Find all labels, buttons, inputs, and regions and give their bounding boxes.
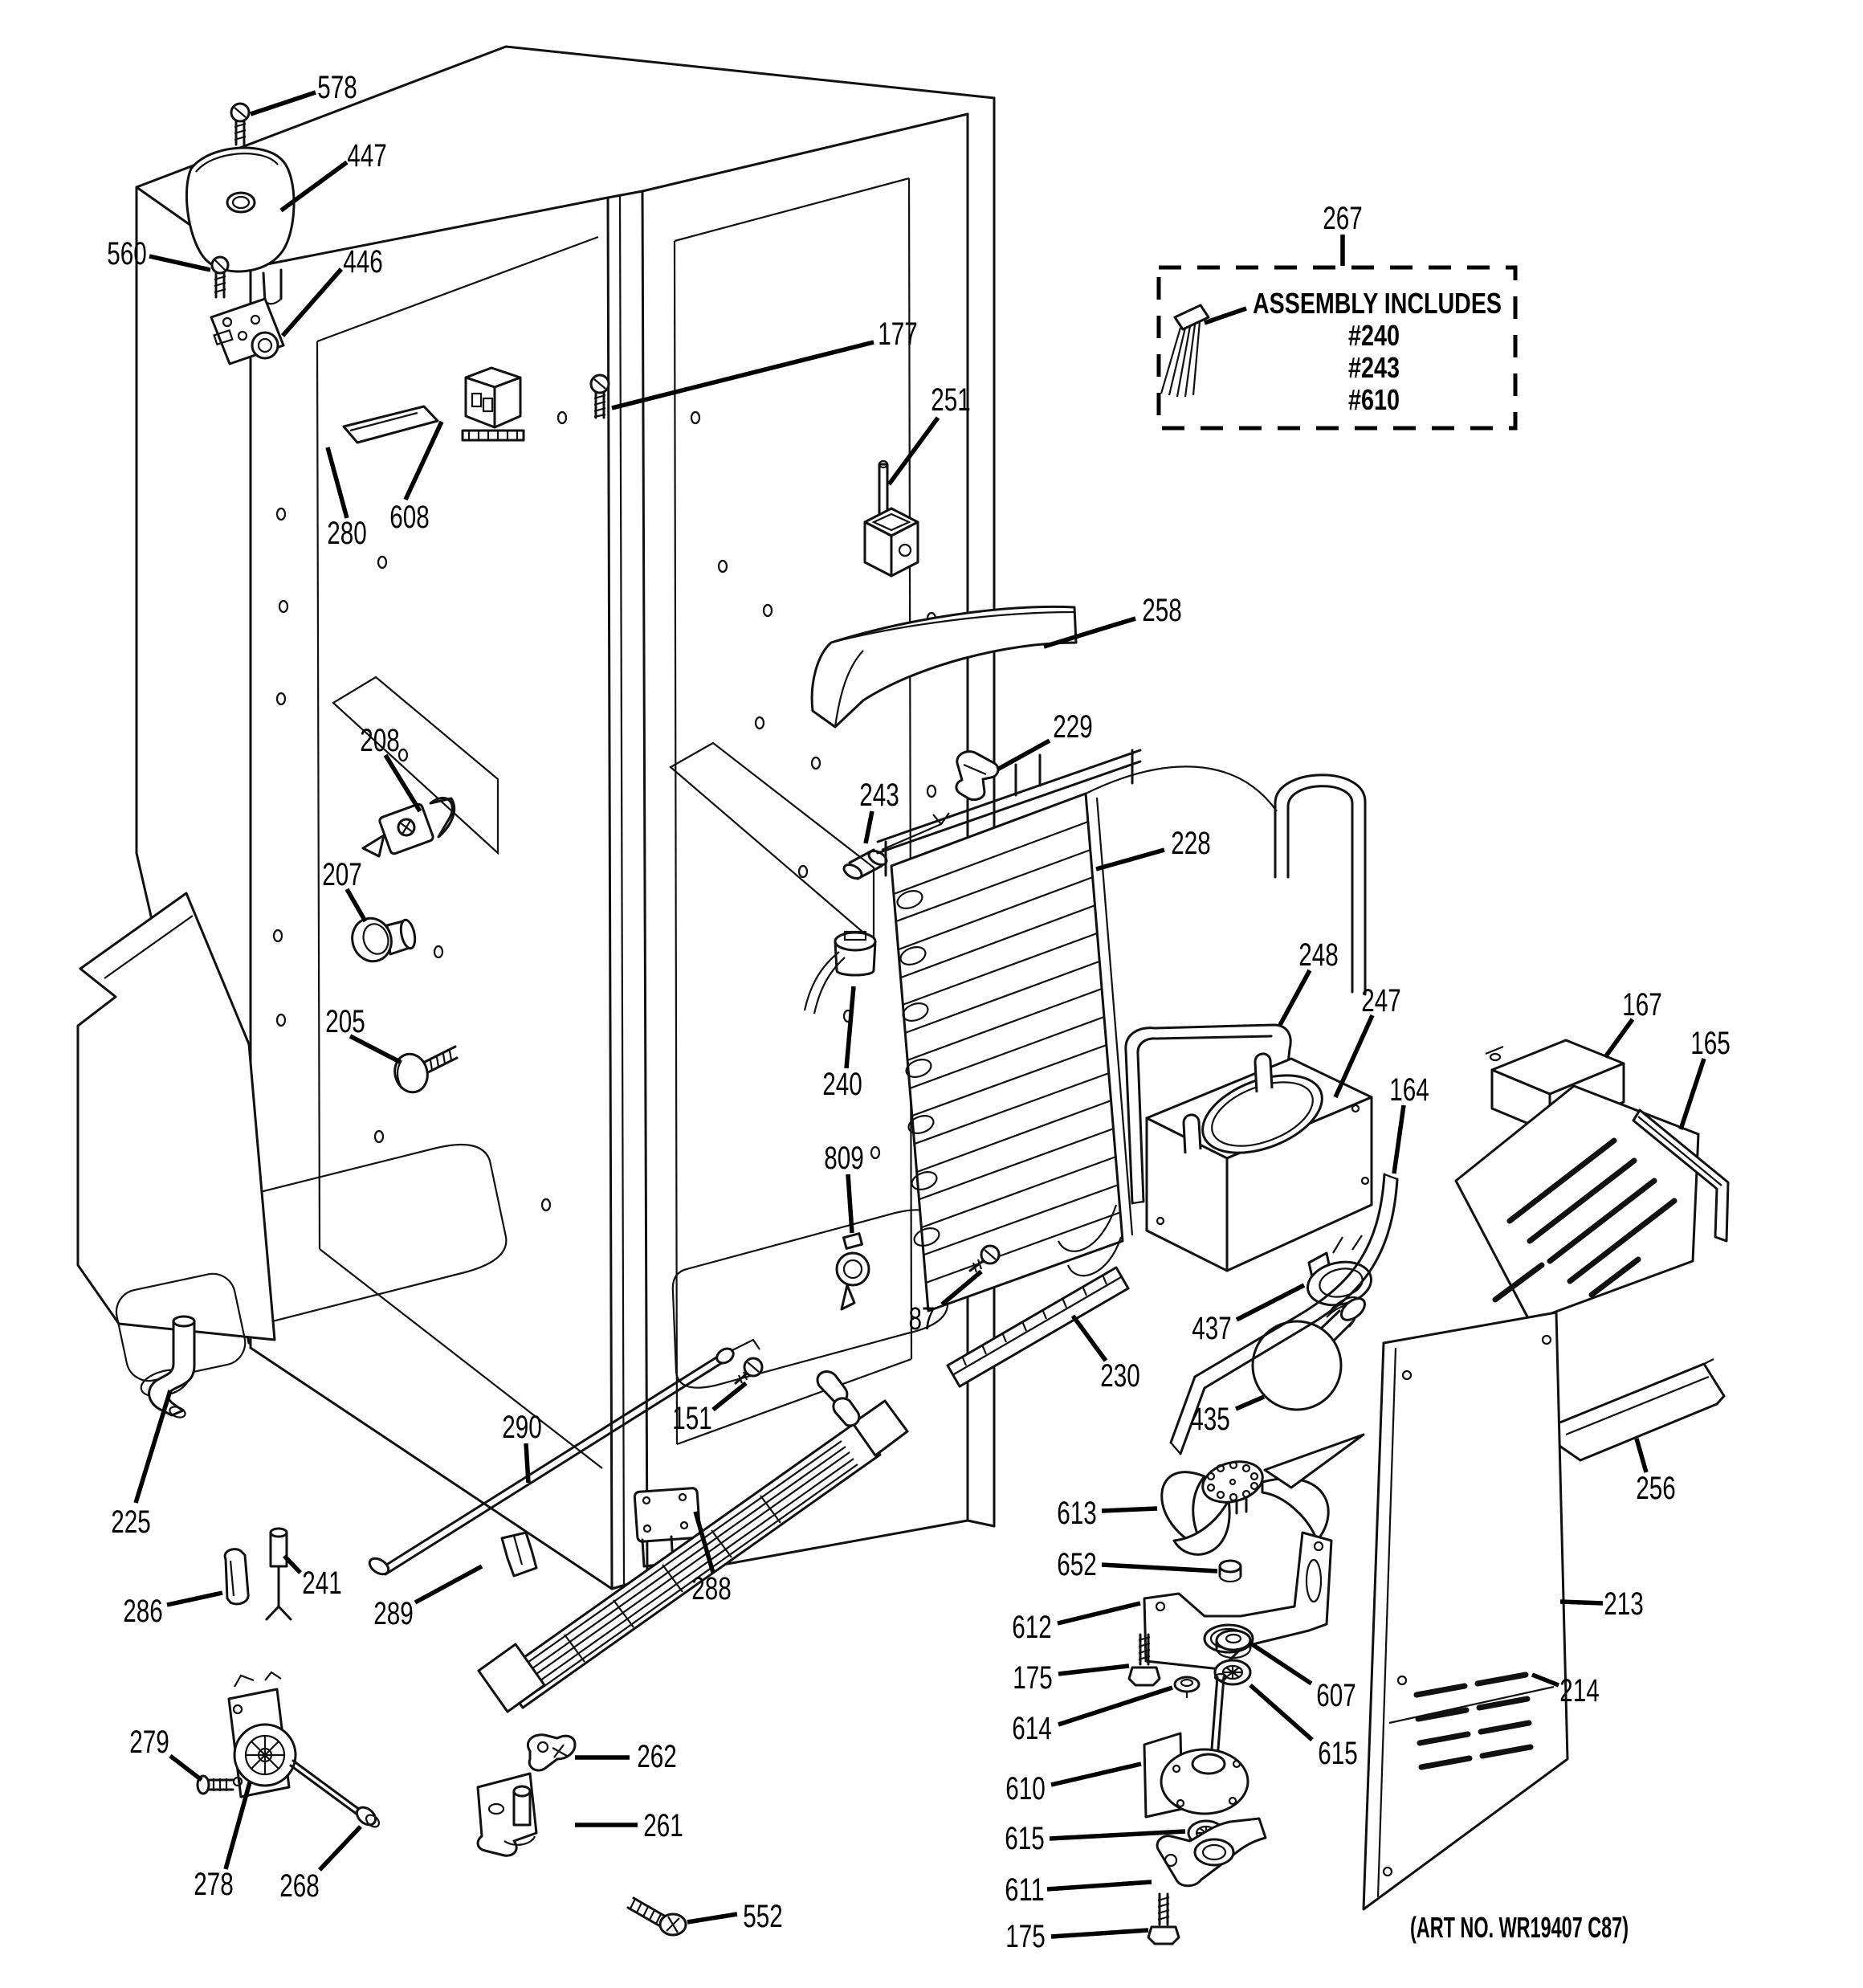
leader-line — [526, 1443, 528, 1483]
part-number-label: 229 — [1053, 709, 1093, 745]
leader-line — [1394, 1105, 1404, 1174]
part-number-label: 608 — [389, 500, 430, 535]
leader-line — [1236, 1397, 1264, 1409]
part-number-label: 578 — [317, 70, 357, 105]
part-number-label: 256 — [1636, 1471, 1676, 1506]
leader-line — [1051, 1930, 1148, 1937]
fastener-208 — [363, 798, 455, 856]
leader-line — [1096, 850, 1164, 869]
screw-177 — [591, 375, 609, 418]
part-number-label: 164 — [1389, 1072, 1429, 1108]
leader-line — [415, 1566, 482, 1602]
part-number-label: 610 — [1005, 1771, 1046, 1806]
part-number-label: 208 — [360, 723, 400, 758]
part-number-label: 167 — [1622, 987, 1662, 1023]
part-number-label: 225 — [111, 1504, 151, 1540]
part-number-label: 151 — [672, 1401, 712, 1436]
leader-line — [889, 418, 938, 484]
part-number-label: 165 — [1690, 1026, 1731, 1061]
leader-line — [385, 755, 420, 811]
part-number-label: 652 — [1057, 1547, 1097, 1582]
part-number-label: 258 — [1142, 593, 1182, 628]
part-number-label: 447 — [347, 138, 387, 173]
part-number-label: 207 — [322, 857, 362, 892]
auger-motor-278 — [229, 1672, 296, 1797]
part-number-label: 243 — [859, 778, 899, 813]
screw-552 — [628, 1898, 686, 1935]
leader-line — [1280, 970, 1310, 1025]
leader-line — [1237, 1285, 1304, 1320]
part-number-label: 615 — [1005, 1821, 1045, 1856]
part-number-label: 435 — [1190, 1402, 1230, 1437]
leader-line — [406, 422, 442, 500]
leader-line — [612, 342, 874, 408]
clip-229 — [956, 752, 998, 800]
leader-line — [846, 986, 854, 1068]
part-number-label: 614 — [1012, 1711, 1052, 1746]
leader-line — [1102, 1565, 1217, 1571]
part-number-label: 552 — [743, 1899, 783, 1934]
part-number-label: 262 — [637, 1739, 677, 1774]
screw-151 — [736, 1358, 762, 1383]
leader-line — [1073, 1316, 1106, 1361]
screw-578 — [231, 104, 249, 145]
motor-610 — [1144, 1674, 1248, 1817]
leader-line — [1047, 1882, 1152, 1889]
leader-line — [1560, 1602, 1603, 1603]
assembly-note-item: #240 — [1348, 319, 1400, 352]
leader-line — [713, 1383, 746, 1410]
part-number-label: 278 — [194, 1867, 234, 1902]
leader-line — [136, 1390, 170, 1503]
clip-289 — [502, 1533, 536, 1576]
panel-213 — [1364, 1312, 1567, 1909]
leader-line — [350, 1036, 400, 1062]
grommet-614 — [1175, 1677, 1199, 1698]
part-number-label: 175 — [1013, 1660, 1053, 1696]
leader-line — [170, 1756, 202, 1780]
leader-line — [1250, 1685, 1312, 1740]
part-number-label: 437 — [1192, 1311, 1232, 1346]
pin-241 — [267, 1529, 291, 1619]
part-number-label: 446 — [343, 244, 383, 280]
part-number-label: 560 — [107, 236, 147, 271]
part-number-label: 261 — [643, 1808, 683, 1843]
leader-line — [997, 741, 1050, 769]
assembly-note-box — [1159, 267, 1515, 428]
part-number-label: 87 — [908, 1301, 936, 1337]
part-number-label: 612 — [1012, 1610, 1052, 1645]
leader-line — [149, 256, 210, 270]
bolt-175-lower — [1148, 1894, 1179, 1944]
assembly-note-item: #610 — [1348, 383, 1400, 416]
plug-207 — [347, 913, 418, 966]
shaft-268 — [291, 1761, 381, 1829]
leader-line — [320, 1827, 361, 1870]
part-number-label: 290 — [502, 1410, 542, 1445]
leader-line — [1681, 1059, 1704, 1129]
leader-line — [283, 269, 341, 336]
part-number-label: 809 — [824, 1141, 864, 1176]
art-number: (ART NO. WR19407 C87) — [1410, 1911, 1629, 1944]
leader-line — [347, 889, 365, 921]
part-number-label: 241 — [302, 1565, 342, 1601]
cover-447 — [186, 148, 294, 304]
leader-line — [1637, 1439, 1646, 1472]
part-number-label: 280 — [327, 516, 367, 551]
leader-line — [1605, 1019, 1633, 1057]
part-number-label: 240 — [822, 1067, 862, 1102]
part-number-label: 214 — [1559, 1673, 1600, 1708]
part-number-label: 247 — [1361, 983, 1401, 1018]
leader-line — [687, 1914, 737, 1922]
leader-line — [328, 447, 347, 518]
leader-line — [1102, 1508, 1157, 1511]
leader-line — [1051, 1764, 1141, 1785]
part-number-label: 607 — [1316, 1678, 1356, 1713]
part-number-label: 267 — [1323, 201, 1363, 236]
part-number-label: 615 — [1318, 1736, 1358, 1771]
leader-line — [1058, 1688, 1172, 1725]
screw-560 — [212, 257, 228, 297]
grommet-652 — [1220, 1561, 1241, 1582]
bracket-446 — [211, 299, 283, 364]
cover-280 — [344, 406, 438, 443]
part-number-label: 289 — [373, 1596, 414, 1631]
socket-437 — [1303, 1235, 1375, 1311]
drain-tube-225 — [149, 1316, 194, 1419]
part-number-label: 613 — [1057, 1496, 1097, 1531]
bracket-261 — [478, 1774, 536, 1855]
assembly-note-heading: ASSEMBLY INCLUDES — [1253, 287, 1502, 320]
part-number-label: 213 — [1604, 1586, 1644, 1622]
sprayer-icon — [1161, 305, 1209, 397]
leader-line — [167, 1593, 222, 1605]
deflector-258 — [812, 606, 1076, 727]
leader-line — [1249, 1643, 1311, 1684]
freezer-cabinet — [137, 47, 994, 1589]
part-number-label: 611 — [1005, 1872, 1045, 1908]
part-number-label: 279 — [129, 1725, 169, 1760]
part-number-label: 251 — [931, 382, 971, 418]
thumbscrew-205 — [390, 1047, 457, 1096]
leader-line — [251, 92, 316, 114]
part-number-label: 175 — [1005, 1919, 1046, 1954]
leader-line — [1058, 1666, 1129, 1674]
part-number-label: 230 — [1100, 1358, 1140, 1394]
leader-line — [866, 811, 872, 843]
sensor-809 — [837, 1234, 869, 1309]
solenoid-608 — [463, 368, 524, 440]
part-number-label: 177 — [878, 316, 918, 352]
duct-cover — [1456, 1086, 1698, 1321]
clip-286 — [225, 1549, 248, 1604]
fan-613 — [1162, 1435, 1364, 1554]
part-number-label: 286 — [123, 1594, 163, 1629]
bulb-435 — [1253, 1294, 1368, 1410]
part-number-label: 228 — [1171, 826, 1211, 861]
assembly-note-item: #243 — [1348, 351, 1400, 384]
part-number-label: 248 — [1298, 937, 1339, 973]
leader-line — [226, 1782, 250, 1869]
screw-279 — [198, 1776, 233, 1794]
thermostat-240 — [805, 932, 875, 1014]
bracket-611 — [1157, 1819, 1266, 1886]
leader-line — [1335, 1015, 1372, 1097]
fan-shroud-247 — [1147, 1054, 1372, 1271]
leader-line — [848, 1174, 852, 1233]
part-number-label: 205 — [325, 1004, 365, 1039]
part-number-label: 268 — [279, 1868, 320, 1904]
cam-262 — [528, 1735, 575, 1770]
part-number-label: 288 — [691, 1571, 732, 1606]
leader-line — [1058, 1603, 1140, 1623]
